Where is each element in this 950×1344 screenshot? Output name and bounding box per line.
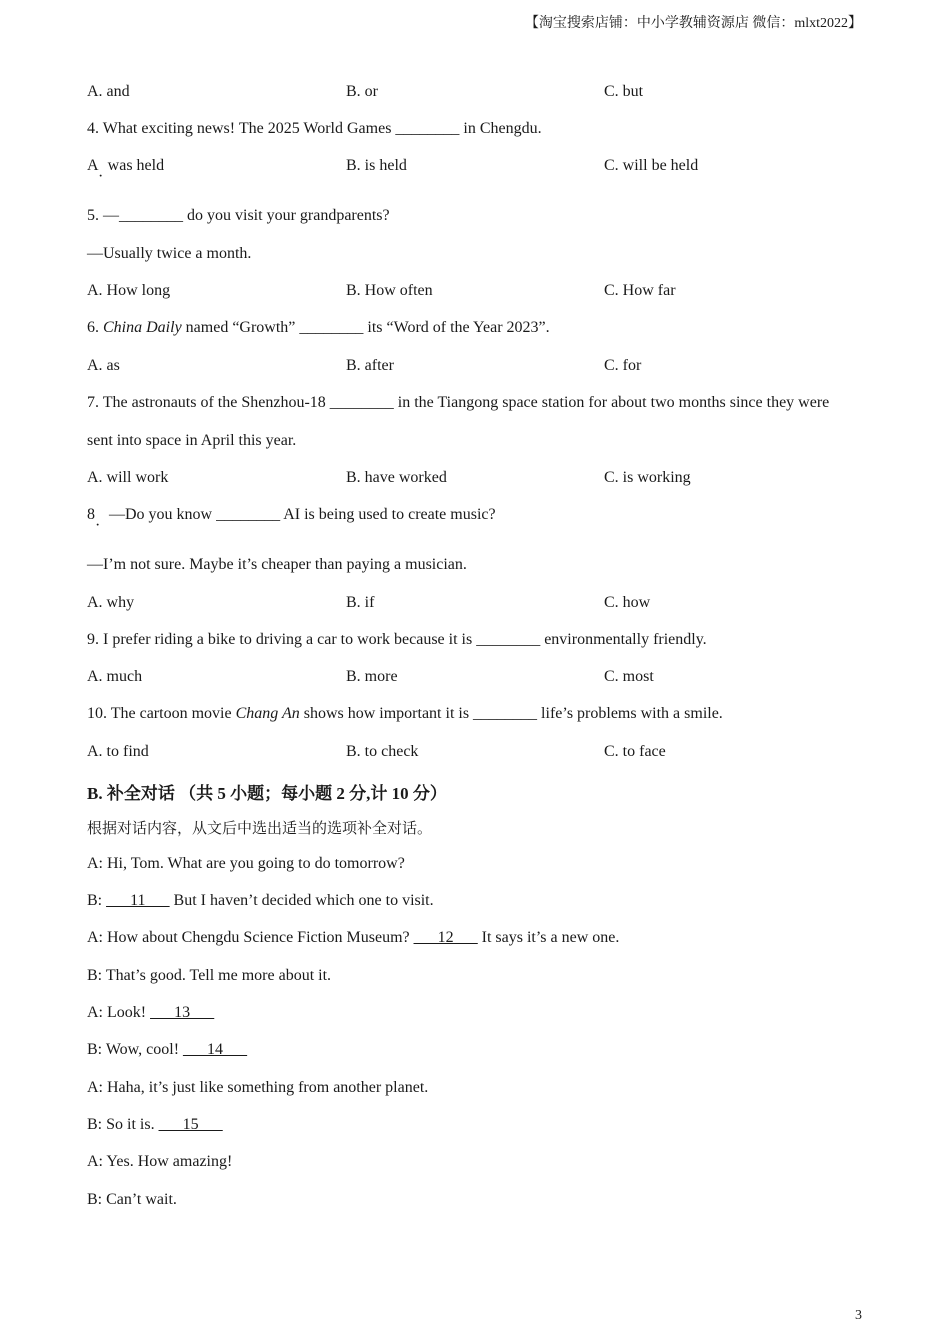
q7-stem-line1: 7. The astronauts of the Shenzhou-18 ________ in the Tiangong space station for about two months since they were bbox=[87, 394, 830, 411]
q6-stem bbox=[87, 319, 550, 337]
q5-reply: —Usually twice a month. bbox=[87, 245, 252, 262]
q4-stem: 4. What exciting news! The 2025 World Games ________ in Chengdu. bbox=[87, 120, 542, 137]
q8-stem-text: —Do you know ________ AI is being used to create music? bbox=[109, 506, 496, 523]
blank-12: ___12___ bbox=[413, 929, 478, 946]
q4-option-b: B. is held bbox=[346, 157, 407, 174]
q6-option-c: C. for bbox=[604, 357, 642, 374]
q5-option-c: C. How far bbox=[604, 282, 676, 299]
q3-option-c: C. but bbox=[604, 83, 644, 100]
dialogue-line-7: A: Haha, it’s just like something from another planet. bbox=[87, 1079, 429, 1096]
section-b-title: B. 补全对话 （共 5 小题；每小题 2 分,计 10 分） bbox=[87, 784, 447, 803]
q4-option-a-text: was held bbox=[107, 157, 165, 174]
dialogue-line-8-pre: B: So it is. bbox=[87, 1116, 155, 1133]
q6-option-a: A. as bbox=[87, 357, 120, 374]
page-number: 3 bbox=[855, 1308, 862, 1323]
dot-mark: · bbox=[98, 168, 104, 185]
q10-option-b: B. to check bbox=[346, 743, 419, 760]
dialogue-line-1: A: Hi, Tom. What are you going to do tomorrow? bbox=[87, 855, 405, 872]
q10-movie-title: Chang An bbox=[235, 705, 300, 722]
q10-post: shows how important it is ________ life’s problems with a smile. bbox=[303, 705, 723, 722]
q9-option-b: B. more bbox=[346, 668, 398, 685]
speaker-b: B: bbox=[87, 892, 103, 909]
q10-option-c: C. to face bbox=[604, 743, 666, 760]
dot-mark: · bbox=[95, 517, 101, 534]
dialogue-line-10: B: Can’t wait. bbox=[87, 1191, 177, 1208]
dialogue-line-9: A: Yes. How amazing! bbox=[87, 1153, 233, 1170]
dialogue-line-2-text: But I haven’t decided which one to visit. bbox=[173, 892, 434, 909]
q9-option-c: C. most bbox=[604, 668, 654, 685]
q8-option-a: A. why bbox=[87, 594, 135, 611]
q8-reply: —I’m not sure. Maybe it’s cheaper than paying a musician. bbox=[87, 556, 467, 573]
q6-number: 6. bbox=[87, 319, 99, 336]
q7-option-a: A. will work bbox=[87, 469, 169, 486]
dialogue-line-6-pre: B: Wow, cool! bbox=[87, 1041, 180, 1058]
dialogue-line-5 bbox=[87, 1004, 214, 1022]
q5-stem: 5. —________ do you visit your grandparents? bbox=[87, 207, 390, 224]
q6-option-b: B. after bbox=[346, 357, 394, 374]
header-note: 【淘宝搜索店铺：中小学教辅资源店 微信：mlxt2022】 bbox=[524, 16, 862, 31]
q3-option-b: B. or bbox=[346, 83, 378, 100]
q7-stem-line2: sent into space in April this year. bbox=[87, 432, 297, 449]
dialogue-line-5-pre: A: Look! bbox=[87, 1004, 147, 1021]
dialogue-line-3 bbox=[87, 929, 619, 947]
blank-11: ___11___ bbox=[106, 892, 170, 909]
q7-option-c: C. is working bbox=[604, 469, 691, 486]
dialogue-line-4: B: That’s good. Tell me more about it. bbox=[87, 967, 332, 984]
q8-stem bbox=[87, 506, 496, 524]
blank-15: ___15___ bbox=[158, 1116, 223, 1133]
section-b-instruction: 根据对话内容，从文后中选出适当的选项补全对话。 bbox=[87, 819, 433, 837]
dialogue-line-2 bbox=[87, 892, 434, 910]
q10-stem bbox=[87, 705, 723, 723]
dialogue-line-8 bbox=[87, 1116, 223, 1134]
q10-pre: 10. The cartoon movie bbox=[87, 705, 232, 722]
q4-option-c: C. will be held bbox=[604, 157, 699, 174]
dialogue-line-3-pre: A: How about Chengdu Science Fiction Museum? bbox=[87, 929, 410, 946]
q8-number: 8 bbox=[87, 506, 95, 523]
q6-publication: China Daily bbox=[103, 319, 182, 336]
q6-rest: named “Growth” ________ its “Word of the Year 2023”. bbox=[185, 319, 550, 336]
q9-stem: 9. I prefer riding a bike to driving a car to work because it is ________ environmentally friendly. bbox=[87, 631, 707, 648]
q4-option-a-label: A bbox=[87, 157, 98, 174]
q8-option-c: C. how bbox=[604, 594, 651, 611]
q3-option-a: A. and bbox=[87, 83, 130, 100]
dialogue-line-3-post: It says it’s a new one. bbox=[481, 929, 620, 946]
q8-option-b: B. if bbox=[346, 594, 375, 611]
q7-option-b: B. have worked bbox=[346, 469, 447, 486]
q9-option-a: A. much bbox=[87, 668, 143, 685]
dialogue-line-6 bbox=[87, 1041, 247, 1059]
blank-14: ___14___ bbox=[183, 1041, 248, 1058]
q10-option-a: A. to find bbox=[87, 743, 149, 760]
blank-13: ___13___ bbox=[150, 1004, 215, 1021]
q5-option-b: B. How often bbox=[346, 282, 433, 299]
q5-option-a: A. How long bbox=[87, 282, 171, 299]
